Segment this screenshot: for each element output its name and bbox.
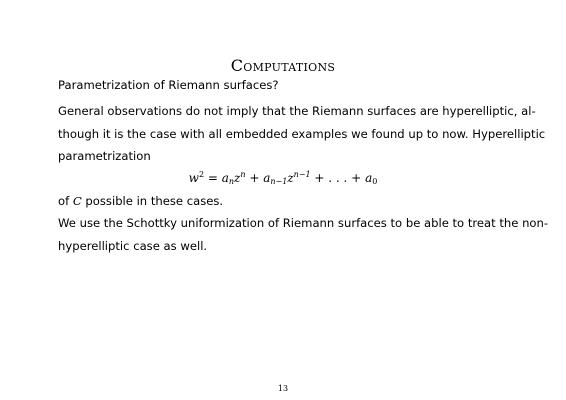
formula-z-n-1-exponent: n−1 <box>293 170 311 179</box>
formula-z-n-1: z <box>287 171 294 185</box>
formula-z-n: z <box>234 171 241 185</box>
formula-a-n-1-subscript: n−1 <box>270 177 288 186</box>
after-formula-prefix: of <box>58 194 73 208</box>
formula-a-n: a <box>221 171 229 185</box>
formula-plus: + <box>245 171 264 185</box>
after-formula-line <box>58 194 508 208</box>
question-line: Parametrization of Riemann surfaces? <box>58 78 279 92</box>
hyperelliptic-formula <box>0 168 566 189</box>
formula-ellipsis: + . . . + <box>310 171 366 185</box>
formula-a-n-1: a <box>263 171 271 185</box>
formula-w-exponent: 2 <box>198 170 205 179</box>
formula-equals: = <box>204 171 222 185</box>
formula-a-n-subscript: n <box>228 177 235 186</box>
paragraph-1-line-1: General observations do not imply that the Riemann surfaces are hyperelliptic, al- <box>58 104 536 118</box>
slide-title: Computations <box>230 56 336 75</box>
formula-z-n-exponent: n <box>240 170 246 179</box>
paragraph-2-line-2: hyperelliptic case as well. <box>58 239 208 253</box>
formula-w: w <box>188 171 199 185</box>
after-formula-suffix: possible in these cases. <box>81 194 224 208</box>
after-formula-symbol: C <box>72 194 82 208</box>
paragraph-2-line-1: We use the Schottky uniformization of Riemann surfaces to be able to treat the non- <box>58 216 549 230</box>
page-number: 13 <box>277 384 289 393</box>
paragraph-1-line-2: though it is the case with all embedded examples we found up to now. Hyperelliptic <box>58 127 546 141</box>
formula-a-0-subscript: 0 <box>372 177 378 186</box>
formula-a-0: a <box>365 171 373 185</box>
paragraph-1-line-3: parametrization <box>58 149 151 163</box>
